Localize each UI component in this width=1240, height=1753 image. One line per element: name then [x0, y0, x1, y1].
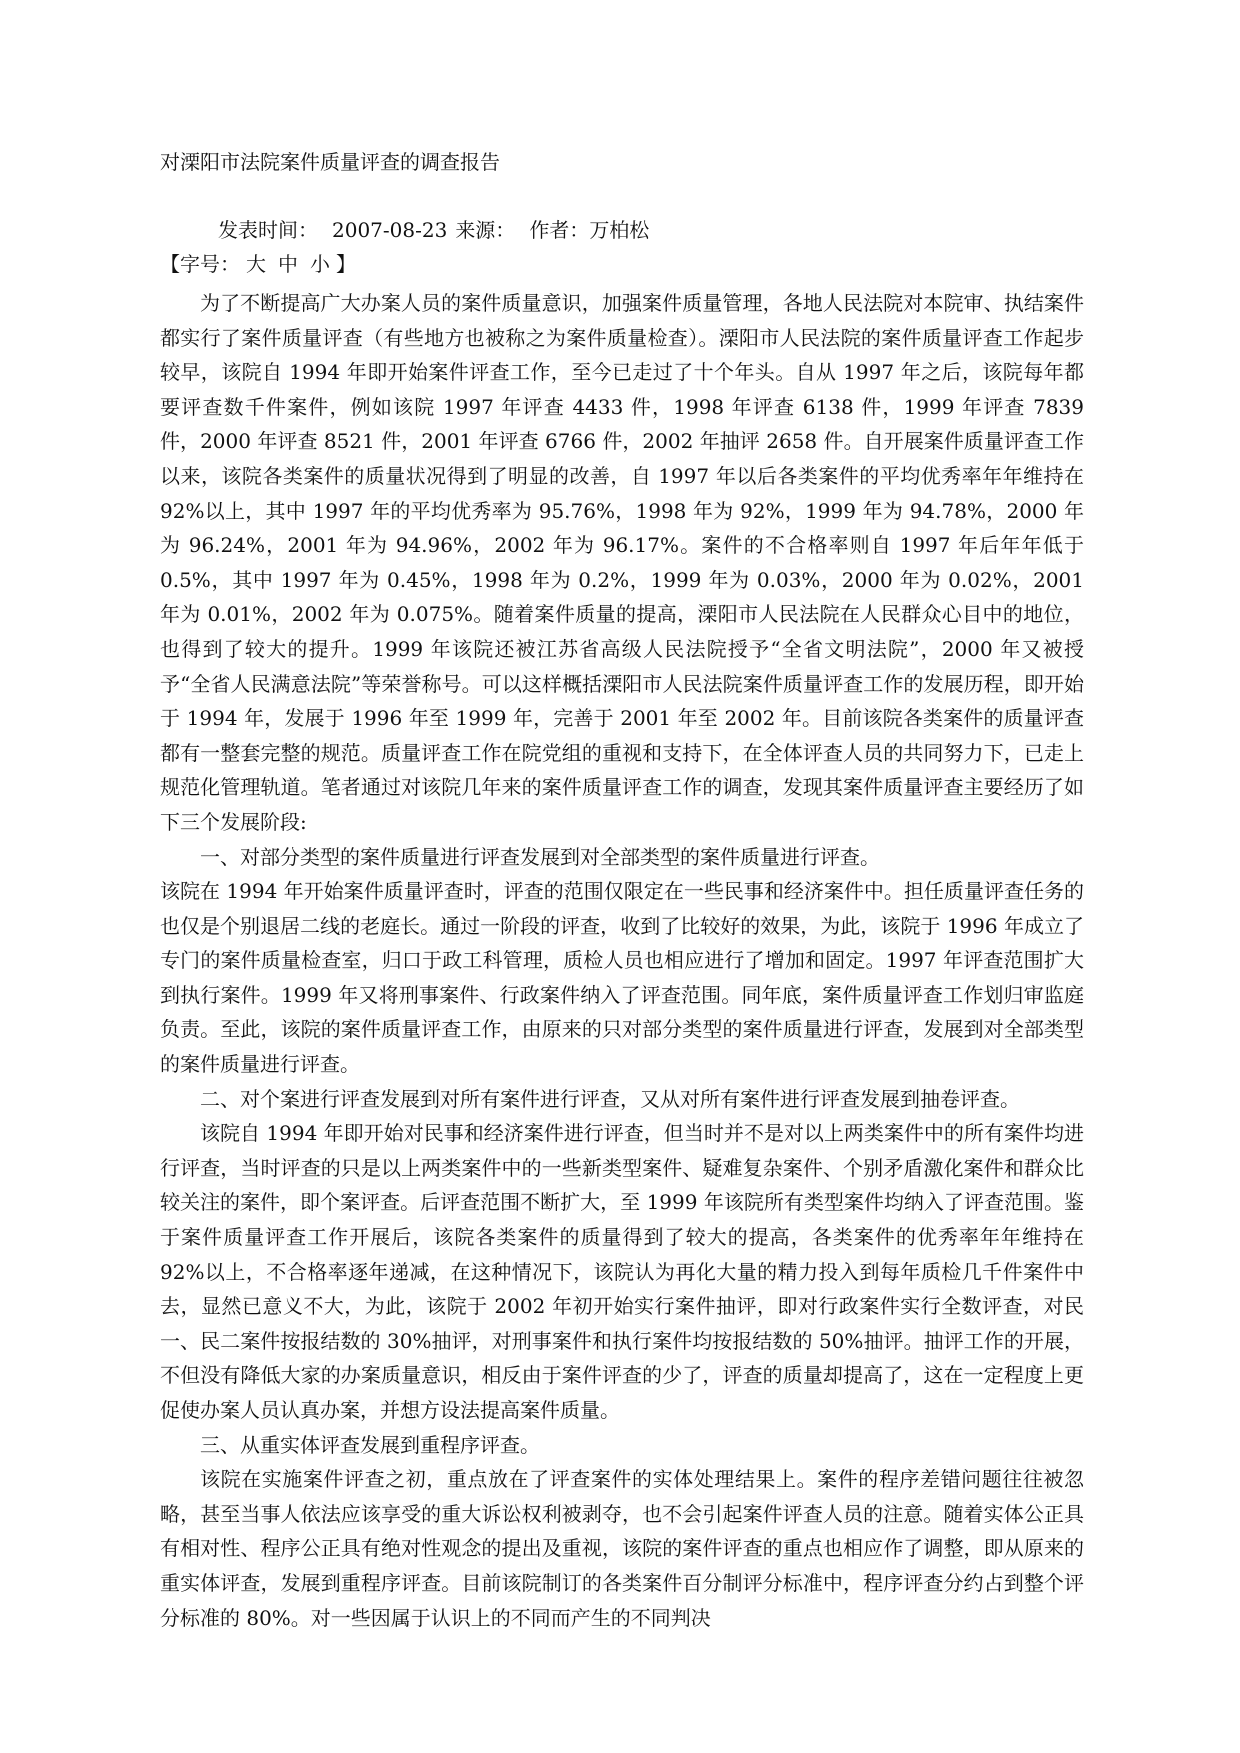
font-size-large-link[interactable]: 大 — [246, 252, 266, 276]
source-label: 来源： — [455, 218, 516, 242]
font-size-label-close: 】 — [336, 252, 356, 276]
paragraph-section-3: 该院在实施案件评查之初，重点放在了评查案件的实体处理结果上。案件的程序差错问题往往被忽略，甚至当事人依法应该享受的重大诉讼权利被剥夺，也不会引起案件评查人员的注意。随着实体公正具有相对性、程序公正具有绝对性观念的提出及重视，该院的案件评查的重点也相应作了调整，即从原来的重实体评查，发展到重程序评查。目前该院制订的各类案件百分制评分标准中，程序评查分约占到整个评分标准的 80%。对一些因属于认识上的不同而产生的不同判决 — [160, 1467, 1084, 1630]
published-date: 2007-08-23 — [332, 218, 448, 242]
document-title: 对溧阳市法院案件质量评查的调查报告 — [160, 150, 500, 174]
paragraph-section-2: 该院自 1994 年即开始对民事和经济案件进行评查，但当时并不是对以上两类案件中的所有案件均进行评查，当时评查的只是以上两类案件中的一些新类型案件、疑难复杂案件、个别矛盾激化案件和群众比较关注的案件，即个案评查。后评查范围不断扩大，至 1999 年该院所有类型案件均纳入了评查范围。鉴于案件质量评查工作开展后，该院各类案件的质量得到了较大的提高，各类案件的优秀率年年维持在 92%以上，不合格率逐年递减，在这种情况下，该院认为再化大量的精力投入到每年质检几千件案件中去，显然已意义不大，为此，该院于 2002 年初开始实行案件抽评，即对行政案件实行全数评查，对民一、民二案件按报结数的 30%抽评，对刑事案件和执行案件均按报结数的 50%抽评。抽评工作的开展，不但没有降低大家的办案质量意识，相反由于案件评查的少了，评查的质量却提高了，这在一定程度上更促使办案人员认真办案，并想方设法提高案件质量。 — [160, 1121, 1084, 1422]
section-heading-1: 一、对部分类型的案件质量进行评查发展到对全部类型的案件质量进行评查。 — [200, 844, 880, 869]
section-heading-2: 二、对个案进行评查发展到对所有案件进行评查，又从对所有案件进行评查发展到抽卷评查。 — [200, 1086, 1020, 1111]
font-size-medium-link[interactable]: 中 — [278, 252, 298, 276]
font-size-label-open: 【字号： — [160, 252, 240, 276]
font-size-selector — [160, 250, 356, 278]
published-label: 发表时间： — [218, 218, 318, 242]
article-meta — [218, 216, 649, 244]
section-heading-3: 三、从重实体评查发展到重程序评查。 — [200, 1432, 540, 1457]
paragraph-intro: 为了不断提高广大办案人员的案件质量意识，加强案件质量管理，各地人民法院对本院审、执结案件都实行了案件质量评查（有些地方也被称之为案件质量检查）。溧阳市人民法院的案件质量评查工作起步较早，该院自 1994 年即开始案件评查工作，至今已走过了十个年头。自从 1997 年之后，该院每年都要评查数千件案件，例如该院 1997 年评查 4433 件，1998 年评查 6138 件，1999 年评查 7839 件，2000 年评查 8521 件，2001 年评查 6766 件，2002 年抽评 2658 件。自开展案件质量评查工作以来，该院各类案件的质量状况得到了明显的改善，自 1997 年以后各类案件的平均优秀率年年维持在 92%以上，其中 1997 年的平均优秀率为 95.76%，1998 年为 92%，1999 年为 94.78%，2000 年为 96.24%，2001 年为 94.96%，2002 年为 96.17%。案件的不合格率则自 1997 年后年年低于 0.5%，其中 1997 年为 0.45%，1998 年为 0.2%，1999 年为 0.03%，2000 年为 0.02%，2001 年为 0.01%，2002 年为 0.075%。随着案件质量的提高，溧阳市人民法院在人民群众心目中的地位，也得到了较大的提升。1999 年该院还被江苏省高级人民法院授予“全省文明法院”，2000 年又被授予“全省人民满意法院”等荣誉称号。可以这样概括溧阳市人民法院案件质量评查工作的发展历程，即开始于 1994 年，发展于 1996 年至 1999 年，完善于 2001 年至 2002 年。目前该院各类案件的质量评查都有一整套完整的规范。质量评查工作在院党组的重视和支持下，在全体评查人员的共同努力下，已走上规范化管理轨道。笔者通过对该院几年来的案件质量评查工作的调查，发现其案件质量评查主要经历了如下三个发展阶段: — [160, 291, 1084, 834]
author-label: 作者： — [529, 218, 590, 242]
author-name: 万柏松 — [589, 218, 650, 242]
article-body — [160, 286, 1084, 1635]
font-size-small-link[interactable]: 小 — [310, 252, 330, 276]
paragraph-section-1: 该院在 1994 年开始案件质量评查时，评查的范围仅限定在一些民事和经济案件中。担任质量评查任务的也仅是个别退居二线的老庭长。通过一阶段的评查，收到了比较好的效果，为此，该院于 1996 年成立了专门的案件质量检查室，归口于政工科管理，质检人员也相应进行了增加和固定。1997 年评查范围扩大到执行案件。1999 年又将刑事案件、行政案件纳入了评查范围。同年底，案件质量评查工作划归审监庭负责。至此，该院的案件质量评查工作，由原来的只对部分类型的案件质量进行评查，发展到对全部类型的案件质量进行评查。 — [160, 879, 1084, 1077]
